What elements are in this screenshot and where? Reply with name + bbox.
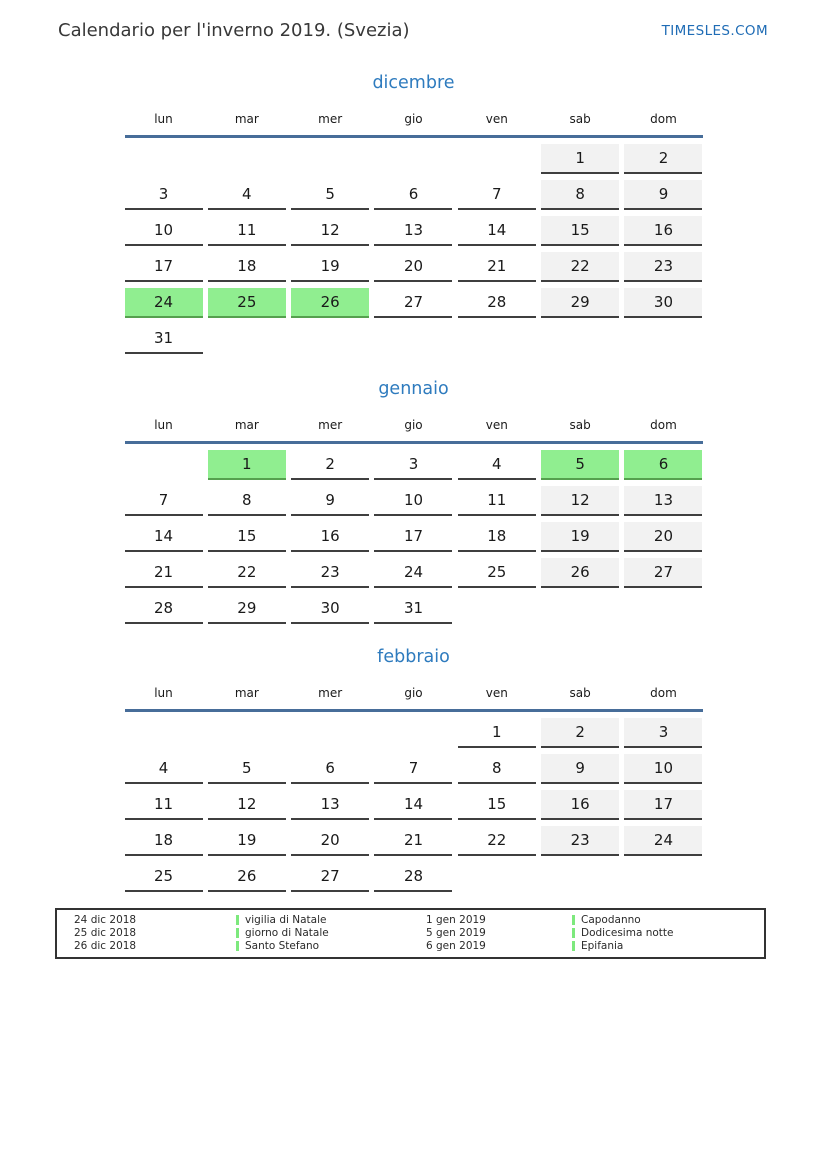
legend-holiday-name [236, 940, 426, 953]
legend-date: 6 gen 2019 [426, 939, 486, 952]
weekday-label: gio [404, 418, 423, 432]
day-cell: 6 [291, 754, 369, 784]
weekday-label: sab [569, 418, 591, 432]
empty-cell [291, 144, 369, 174]
day-cell: 20 [374, 252, 452, 282]
day-cell: 20 [624, 522, 702, 552]
day-cell: 7 [458, 180, 536, 210]
day-cell: 15 [208, 522, 286, 552]
day-cell: 11 [208, 216, 286, 246]
day-cell: 9 [624, 180, 702, 210]
empty-cell [374, 718, 452, 748]
day-cell: 13 [374, 216, 452, 246]
week-row [125, 144, 703, 174]
legend-holiday-name [572, 914, 764, 927]
day-cell: 18 [125, 826, 203, 856]
empty-cell [374, 144, 452, 174]
day-cell: 2 [291, 450, 369, 480]
empty-cell [458, 144, 536, 174]
day-cell: 22 [458, 826, 536, 856]
legend-holiday-name [236, 914, 426, 927]
weekday-label: dom [650, 418, 677, 432]
day-cell: 6 [374, 180, 452, 210]
day-cell: 25 [458, 558, 536, 588]
empty-cell [208, 718, 286, 748]
day-cell: 9 [541, 754, 619, 784]
day-cell: 23 [541, 826, 619, 856]
weekday-label: lun [154, 686, 173, 700]
day-cell: 25 [208, 288, 286, 318]
empty-cell [624, 862, 702, 892]
day-cell: 14 [458, 216, 536, 246]
legend-holiday-label: Capodanno [581, 914, 641, 926]
holiday-marker-icon [236, 941, 239, 951]
day-cell: 15 [541, 216, 619, 246]
day-cell: 19 [291, 252, 369, 282]
day-cell: 15 [458, 790, 536, 820]
weekday-label: lun [154, 418, 173, 432]
day-cell: 21 [125, 558, 203, 588]
month-title: gennaio [378, 379, 449, 399]
day-cell: 3 [374, 450, 452, 480]
week-row [125, 754, 703, 784]
weekday-label: gio [404, 112, 423, 126]
weekday-label: lun [154, 112, 173, 126]
day-cell: 2 [541, 718, 619, 748]
month-gennaio [125, 379, 703, 624]
page-header [0, 0, 827, 42]
weeks-grid [125, 138, 703, 354]
legend-holiday-label: giorno di Natale [245, 926, 329, 939]
legend-date: 26 dic 2018 [74, 939, 137, 952]
weekday-label: sab [569, 112, 591, 126]
legend-date: 25 dic 2018 [74, 926, 137, 939]
weekday-label: mer [318, 112, 343, 126]
legend-holiday-label: Santo Stefano [245, 939, 320, 952]
day-cell: 14 [125, 522, 203, 552]
day-cell: 19 [541, 522, 619, 552]
legend-holiday-name [572, 927, 764, 940]
weeks-grid [125, 712, 703, 892]
weekday-header-row [125, 112, 703, 138]
legend-holiday-label: vigilia di Natale [245, 914, 327, 926]
day-cell: 28 [125, 594, 203, 624]
weekday-header-row [125, 418, 703, 444]
day-cell: 10 [624, 754, 702, 784]
day-cell: 4 [208, 180, 286, 210]
day-cell: 30 [291, 594, 369, 624]
day-cell: 16 [624, 216, 702, 246]
legend-date: 5 gen 2019 [426, 926, 486, 939]
week-row [125, 252, 703, 282]
empty-cell [208, 144, 286, 174]
week-row [125, 558, 703, 588]
day-cell: 8 [208, 486, 286, 516]
day-cell: 3 [624, 718, 702, 748]
day-cell: 6 [624, 450, 702, 480]
day-cell: 4 [125, 754, 203, 784]
holiday-marker-icon [236, 915, 239, 925]
empty-cell [541, 862, 619, 892]
empty-cell [291, 718, 369, 748]
day-cell: 5 [541, 450, 619, 480]
empty-cell [624, 324, 702, 354]
weekday-label: dom [650, 112, 677, 126]
weekday-label: ven [485, 418, 508, 432]
empty-cell [541, 594, 619, 624]
day-cell: 1 [541, 144, 619, 174]
day-cell: 5 [208, 754, 286, 784]
day-cell: 12 [208, 790, 286, 820]
day-cell: 13 [624, 486, 702, 516]
day-cell: 1 [458, 718, 536, 748]
holiday-legend [55, 908, 766, 959]
empty-cell [458, 594, 536, 624]
legend-holiday-name [236, 927, 426, 940]
day-cell: 7 [374, 754, 452, 784]
empty-cell [125, 450, 203, 480]
day-cell: 28 [458, 288, 536, 318]
empty-cell [208, 324, 286, 354]
week-row [125, 826, 703, 856]
day-cell: 29 [541, 288, 619, 318]
day-cell: 21 [374, 826, 452, 856]
day-cell: 9 [291, 486, 369, 516]
day-cell: 25 [125, 862, 203, 892]
day-cell: 18 [458, 522, 536, 552]
day-cell: 24 [125, 288, 203, 318]
weekday-label: ven [485, 686, 508, 700]
weekday-label: mar [234, 112, 259, 126]
weekday-label: sab [569, 686, 591, 700]
day-cell: 31 [374, 594, 452, 624]
day-cell: 19 [208, 826, 286, 856]
legend-holiday-label: Dodicesima notte [581, 926, 674, 939]
brand-link[interactable]: TIMESLES.COM [661, 23, 768, 39]
day-cell: 17 [624, 790, 702, 820]
week-row [125, 862, 703, 892]
empty-cell [291, 324, 369, 354]
empty-cell [125, 144, 203, 174]
day-cell: 4 [458, 450, 536, 480]
day-cell: 17 [125, 252, 203, 282]
month-title: febbraio [377, 647, 450, 667]
weekday-label: mar [234, 418, 259, 432]
day-cell: 21 [458, 252, 536, 282]
week-row [125, 288, 703, 318]
weekday-label: ven [485, 112, 508, 126]
day-cell: 20 [291, 826, 369, 856]
weekday-label: mar [234, 686, 259, 700]
week-row [125, 790, 703, 820]
day-cell: 24 [624, 826, 702, 856]
empty-cell [374, 324, 452, 354]
day-cell: 13 [291, 790, 369, 820]
day-cell: 16 [541, 790, 619, 820]
day-cell: 29 [208, 594, 286, 624]
day-cell: 24 [374, 558, 452, 588]
empty-cell [624, 594, 702, 624]
empty-cell [125, 718, 203, 748]
weekday-label: gio [404, 686, 423, 700]
empty-cell [541, 324, 619, 354]
day-cell: 8 [541, 180, 619, 210]
week-row [125, 180, 703, 210]
holiday-marker-icon [236, 928, 239, 938]
weeks-grid [125, 444, 703, 624]
week-row [125, 486, 703, 516]
day-cell: 1 [208, 450, 286, 480]
day-cell: 11 [458, 486, 536, 516]
day-cell: 27 [374, 288, 452, 318]
empty-cell [458, 862, 536, 892]
day-cell: 23 [624, 252, 702, 282]
legend-holiday-label: Epifania [581, 939, 624, 952]
day-cell: 3 [125, 180, 203, 210]
day-cell: 26 [541, 558, 619, 588]
holiday-marker-icon [572, 928, 575, 938]
day-cell: 23 [291, 558, 369, 588]
day-cell: 2 [624, 144, 702, 174]
page-title: Calendario per l'inverno 2019. (Svezia) [58, 20, 410, 41]
week-row [125, 522, 703, 552]
day-cell: 7 [125, 486, 203, 516]
legend-date: 24 dic 2018 [74, 914, 137, 926]
day-cell: 28 [374, 862, 452, 892]
day-cell: 26 [291, 288, 369, 318]
day-cell: 26 [208, 862, 286, 892]
day-cell: 11 [125, 790, 203, 820]
day-cell: 14 [374, 790, 452, 820]
holiday-marker-icon [572, 941, 575, 951]
week-row [125, 718, 703, 748]
week-row [125, 324, 703, 354]
legend-date: 1 gen 2019 [426, 914, 486, 926]
day-cell: 30 [624, 288, 702, 318]
legend-holiday-name [572, 940, 764, 953]
day-cell: 17 [374, 522, 452, 552]
day-cell: 22 [541, 252, 619, 282]
day-cell: 16 [291, 522, 369, 552]
day-cell: 27 [291, 862, 369, 892]
months-container [0, 73, 827, 892]
weekday-header-row [125, 686, 703, 712]
day-cell: 22 [208, 558, 286, 588]
day-cell: 8 [458, 754, 536, 784]
week-row [125, 450, 703, 480]
day-cell: 12 [291, 216, 369, 246]
week-row [125, 216, 703, 246]
day-cell: 31 [125, 324, 203, 354]
day-cell: 12 [541, 486, 619, 516]
empty-cell [458, 324, 536, 354]
weekday-label: mer [318, 418, 343, 432]
holiday-marker-icon [572, 915, 575, 925]
day-cell: 18 [208, 252, 286, 282]
month-dicembre [125, 73, 703, 354]
week-row [125, 594, 703, 624]
day-cell: 10 [374, 486, 452, 516]
weekday-label: mer [318, 686, 343, 700]
day-cell: 27 [624, 558, 702, 588]
weekday-label: dom [650, 686, 677, 700]
day-cell: 10 [125, 216, 203, 246]
day-cell: 5 [291, 180, 369, 210]
month-title: dicembre [372, 73, 455, 93]
month-febbraio [125, 647, 703, 892]
